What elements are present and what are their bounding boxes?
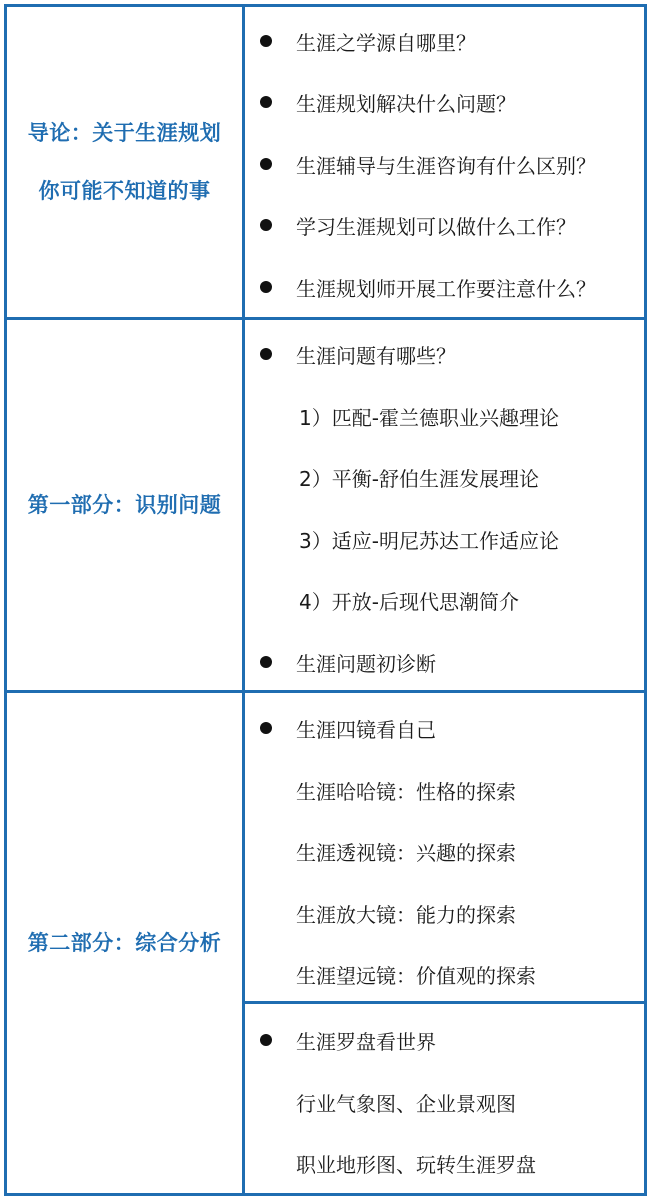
list-item (245, 954, 644, 994)
list-item (245, 267, 644, 307)
list-item-text: 行业气象图、企业景观图 (296, 1091, 516, 1116)
bullet-icon (260, 281, 272, 293)
bullet-icon (260, 96, 272, 108)
section-title-line: 导论：关于生涯规划 (27, 121, 222, 145)
list-item (245, 519, 644, 559)
list-item-text: 3）适应-明尼苏达工作适应论 (299, 528, 559, 553)
list-item (245, 831, 644, 871)
section-title-intro (7, 7, 242, 317)
list-item-text: 生涯问题初诊断 (296, 651, 436, 676)
list-item (245, 21, 644, 61)
list-item (245, 1143, 644, 1183)
list-item-text: 2）平衡-舒伯生涯发展理论 (299, 466, 539, 491)
bullet-icon (260, 348, 272, 360)
bullet-icon (260, 35, 272, 47)
section-title-line: 第一部分：识别问题 (27, 493, 222, 517)
list-item-text: 生涯罗盘看世界 (296, 1029, 436, 1054)
outline-table (4, 4, 647, 1196)
list-item-text: 职业地形图、玩转生涯罗盘 (296, 1152, 536, 1177)
list-item (245, 580, 644, 620)
list-item (245, 708, 644, 748)
list-item-text: 4）开放-后现代思潮简介 (299, 589, 519, 614)
list-item-text: 生涯望远镜：价值观的探索 (296, 963, 536, 988)
list-item (245, 396, 644, 436)
bullet-icon (260, 158, 272, 170)
list-item (245, 457, 644, 497)
list-item-text: 生涯放大镜：能力的探索 (296, 902, 516, 927)
list-item (245, 770, 644, 810)
list-item (245, 642, 644, 682)
bullet-icon (260, 722, 272, 734)
section-title-line: 第二部分：综合分析 (27, 931, 222, 955)
section-title-part-one (7, 320, 242, 690)
section-title-line: 你可能不知道的事 (38, 179, 211, 203)
list-item-text: 生涯问题有哪些？ (296, 343, 456, 368)
bullet-icon (260, 656, 272, 668)
bullet-icon (260, 219, 272, 231)
sub-row-divider (242, 1001, 644, 1004)
section-title-part-two (7, 693, 242, 1193)
list-item-text: 生涯哈哈镜：性格的探索 (296, 779, 516, 804)
list-item-text: 生涯四镜看自己 (296, 717, 436, 742)
list-item-text: 1）匹配-霍兰德职业兴趣理论 (299, 405, 559, 430)
list-item (245, 1020, 644, 1060)
list-item-text: 生涯之学源自哪里？ (296, 30, 476, 55)
list-item (245, 1082, 644, 1122)
list-item (245, 82, 644, 122)
list-item-text: 生涯规划师开展工作要注意什么？ (296, 276, 596, 301)
list-item-text: 生涯透视镜：兴趣的探索 (296, 840, 516, 865)
bullet-icon (260, 1034, 272, 1046)
list-item-text: 生涯辅导与生涯咨询有什么区别？ (296, 153, 596, 178)
list-item (245, 144, 644, 184)
list-item (245, 334, 644, 374)
list-item (245, 893, 644, 933)
list-item (245, 205, 644, 245)
list-item-text: 生涯规划解决什么问题？ (296, 91, 516, 116)
list-item-text: 学习生涯规划可以做什么工作？ (296, 214, 576, 239)
